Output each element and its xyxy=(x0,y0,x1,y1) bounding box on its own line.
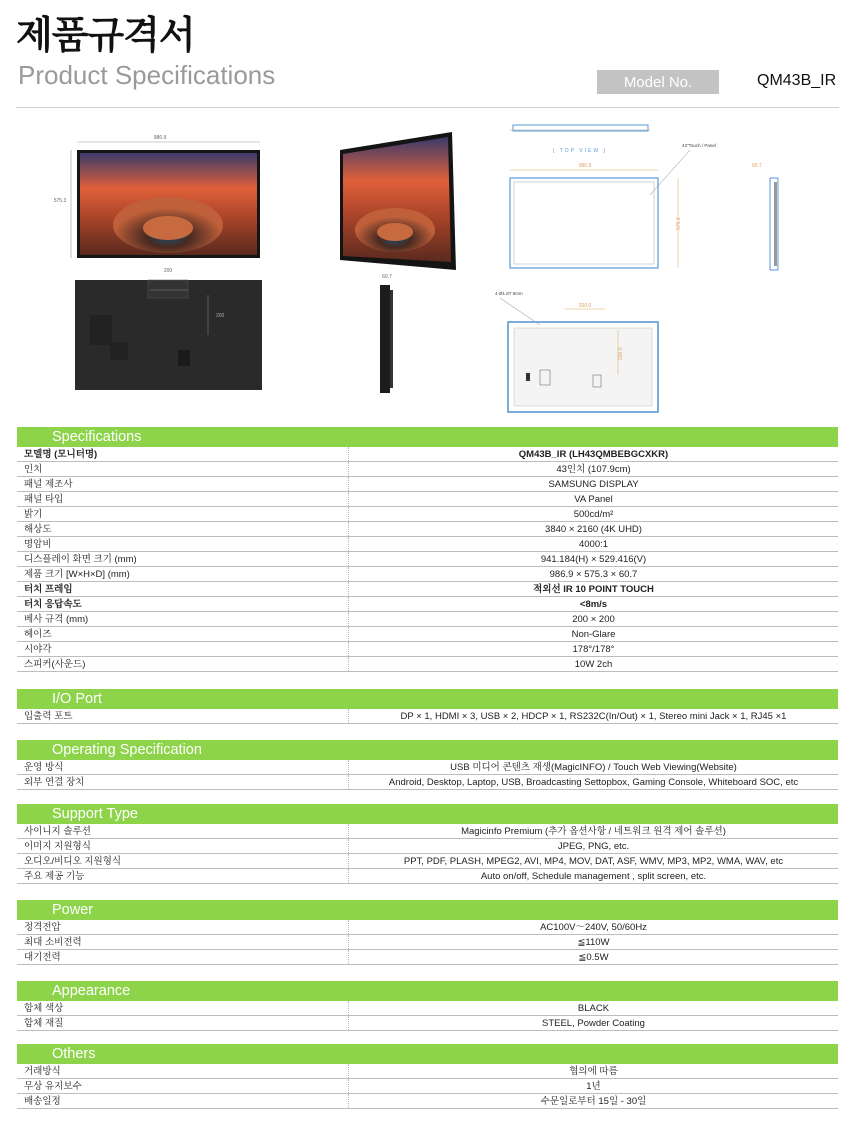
spec-value: VA Panel xyxy=(574,494,613,505)
spec-row xyxy=(17,760,838,775)
spec-section xyxy=(17,981,838,1031)
spec-row xyxy=(17,869,838,884)
spec-row xyxy=(17,597,838,612)
back-height-dim: 200 xyxy=(216,313,225,319)
spec-section xyxy=(17,689,838,724)
model-label-badge: Model No. xyxy=(597,70,719,94)
spec-label: 터치 프레임 xyxy=(17,582,349,596)
spec-row xyxy=(17,642,838,657)
vesa-width-dim: 200.0 xyxy=(578,303,592,309)
spec-section xyxy=(17,804,838,884)
spec-label: 터치 응답속도 xyxy=(17,597,349,611)
spec-label: 제품 크기 [W×H×D] (mm) xyxy=(17,567,349,581)
section-header: Others xyxy=(17,1044,838,1064)
spec-label: 패널 타입 xyxy=(17,492,349,506)
spec-section xyxy=(17,740,838,790)
spec-row xyxy=(17,935,838,950)
spec-label: 외부 연결 장치 xyxy=(17,775,349,789)
side-depth-dim: 60.7 xyxy=(382,274,392,280)
spec-label: 대기전력 xyxy=(17,950,349,964)
spec-value: Android, Desktop, Laptop, USB, Broadcasting Settopbox, Gaming Console, Whiteboard SOC, etc xyxy=(388,777,799,788)
spec-value: 200 × 200 xyxy=(572,614,615,625)
spec-value: JPEG, PNG, etc. xyxy=(557,841,630,852)
spec-label: 명암비 xyxy=(17,537,349,551)
spec-section xyxy=(17,1044,838,1109)
spec-row xyxy=(17,920,838,935)
spec-value: AC100V～240V, 50/60Hz xyxy=(540,922,647,933)
spec-label: 함체 재질 xyxy=(17,1016,349,1030)
spec-label: 밝기 xyxy=(17,507,349,521)
spec-value: PPT, PDF, PLASH, MPEG2, AVI, MP4, MOV, DAT, ASF, WMV, MP3, MP2, WMA, WAV, etc xyxy=(403,856,784,867)
spec-value: USB 미디어 콘텐츠 재생(MagicINFO) / Touch Web Viewing(Website) xyxy=(450,762,737,773)
spec-row xyxy=(17,1064,838,1079)
spec-row xyxy=(17,709,838,724)
drawing-width-dim: 986.9 xyxy=(578,163,592,169)
vesa-height-dim: 200.0 xyxy=(618,347,624,360)
spec-value: 10W 2ch xyxy=(574,659,613,670)
spec-value: 986.9 × 575.3 × 60.7 xyxy=(549,569,638,580)
spec-value: STEEL, Powder Coating xyxy=(542,1018,645,1029)
spec-row xyxy=(17,552,838,567)
back-width-dim: 200 xyxy=(163,268,173,274)
spec-row xyxy=(17,507,838,522)
spec-value: 1년 xyxy=(586,1081,601,1092)
section-header: Operating Specification xyxy=(17,740,838,760)
side-view-drawing xyxy=(380,274,393,393)
spec-label: 모델명 (모니터명) xyxy=(17,447,349,461)
spec-label: 입출력 포트 xyxy=(17,709,349,723)
spec-label: 이미지 지원형식 xyxy=(17,839,349,853)
spec-value: Magicinfo Premium (추가 옵션사항 / 네트워크 원격 제어 솔루션) xyxy=(461,826,726,837)
spec-label: 베사 규격 (mm) xyxy=(17,612,349,626)
spec-value: QM43B_IR (LH43QMBEBGCXKR) xyxy=(518,449,669,460)
spec-label: 시야각 xyxy=(17,642,349,656)
spec-section xyxy=(17,900,838,965)
spec-row xyxy=(17,1094,838,1109)
spec-label: 인치 xyxy=(17,462,349,476)
spec-value: 500cd/m² xyxy=(573,509,614,520)
spec-row xyxy=(17,1016,838,1031)
spec-label: 함체 색상 xyxy=(17,1001,349,1015)
drawing-depth-dim: 60.7 xyxy=(752,163,762,169)
page-title: 제품규격서 xyxy=(16,13,195,57)
spec-value: 941.184(H) × 529.416(V) xyxy=(540,554,647,565)
bolt-note: 4-Ø1.8T 8mm xyxy=(495,291,523,296)
spec-value: 협의에 따름 xyxy=(569,1066,618,1077)
front-view-drawing xyxy=(54,135,260,258)
spec-row xyxy=(17,537,838,552)
spec-value: SAMSUNG DISPLAY xyxy=(548,479,639,490)
spec-label: 패널 제조사 xyxy=(17,477,349,491)
technical-top-view xyxy=(510,125,650,154)
spec-row xyxy=(17,839,838,854)
spec-section xyxy=(17,427,838,672)
section-header: Power xyxy=(17,900,838,920)
spec-value: 적외선 IR 10 POINT TOUCH xyxy=(533,584,654,595)
spec-label: 운영 방식 xyxy=(17,760,349,774)
model-number: QM43B_IR xyxy=(757,72,837,89)
spec-row xyxy=(17,775,838,790)
spec-row xyxy=(17,447,838,462)
spec-label: 헤이즈 xyxy=(17,627,349,641)
product-drawings xyxy=(0,110,860,420)
spec-row xyxy=(17,522,838,537)
front-height-dim: 575.3 xyxy=(53,198,67,204)
spec-value: ≦0.5W xyxy=(578,952,609,963)
spec-value: DP × 1, HDMI × 3, USB × 2, HDCP × 1, RS232C(In/Out) × 1, Stereo mini Jack × 1, RJ45 ×1 xyxy=(400,711,787,722)
spec-row xyxy=(17,492,838,507)
header-divider xyxy=(16,107,839,108)
spec-value: 178°/178° xyxy=(572,644,615,655)
spec-row xyxy=(17,950,838,965)
spec-value: ≦110W xyxy=(577,937,610,948)
section-header: Specifications xyxy=(17,427,838,447)
spec-label: 오디오/비디오 지원형식 xyxy=(17,854,349,868)
spec-row xyxy=(17,477,838,492)
section-header: Appearance xyxy=(17,981,838,1001)
spec-value: Non-Glare xyxy=(571,629,616,640)
back-view-drawing xyxy=(75,268,262,390)
spec-row xyxy=(17,582,838,597)
spec-label: 주요 제공 기능 xyxy=(17,869,349,883)
spec-row xyxy=(17,1001,838,1016)
spec-value: 3840 × 2160 (4K UHD) xyxy=(545,524,642,535)
spec-value: BLACK xyxy=(577,1003,610,1014)
spec-value: 43인치 (107.9cm) xyxy=(556,464,631,475)
spec-value: 4000:1 xyxy=(578,539,609,550)
spec-row xyxy=(17,567,838,582)
spec-value: Auto on/off, Schedule management , split screen, etc. xyxy=(480,871,707,882)
technical-back-drawing xyxy=(495,291,658,412)
spec-row xyxy=(17,854,838,869)
spec-label: 디스플레이 화면 크기 (mm) xyxy=(17,552,349,566)
spec-label: 정격전압 xyxy=(17,920,349,934)
section-header: Support Type xyxy=(17,804,838,824)
product-images xyxy=(0,110,860,420)
front-width-dim: 986.9 xyxy=(153,135,167,141)
spec-label: 사이니지 솔루션 xyxy=(17,824,349,838)
spec-row xyxy=(17,657,838,672)
spec-value: <8m/s xyxy=(579,599,608,610)
spec-row xyxy=(17,824,838,839)
spec-row xyxy=(17,1079,838,1094)
spec-label: 거래방식 xyxy=(17,1064,349,1078)
spec-row xyxy=(17,627,838,642)
spec-label: 무상 유지보수 xyxy=(17,1079,349,1093)
spec-label: 해상도 xyxy=(17,522,349,536)
section-header: I/O Port xyxy=(17,689,838,709)
spec-label: 배송일정 xyxy=(17,1094,349,1108)
spec-row xyxy=(17,612,838,627)
touch-panel-note: 43"Touch / Panel xyxy=(682,143,716,148)
perspective-view-drawing xyxy=(340,132,456,270)
page-subtitle: Product Specifications xyxy=(18,60,276,90)
spec-row xyxy=(17,462,838,477)
spec-label: 최대 소비전력 xyxy=(17,935,349,949)
spec-label: 스피커(사운드) xyxy=(17,657,349,671)
drawing-height-dim: 575.3 xyxy=(676,217,682,230)
spec-value: 수문일로부터 15일 - 30일 xyxy=(540,1096,647,1107)
top-view-label: [ TOP VIEW ] xyxy=(553,148,607,154)
technical-front-drawing xyxy=(510,143,778,270)
